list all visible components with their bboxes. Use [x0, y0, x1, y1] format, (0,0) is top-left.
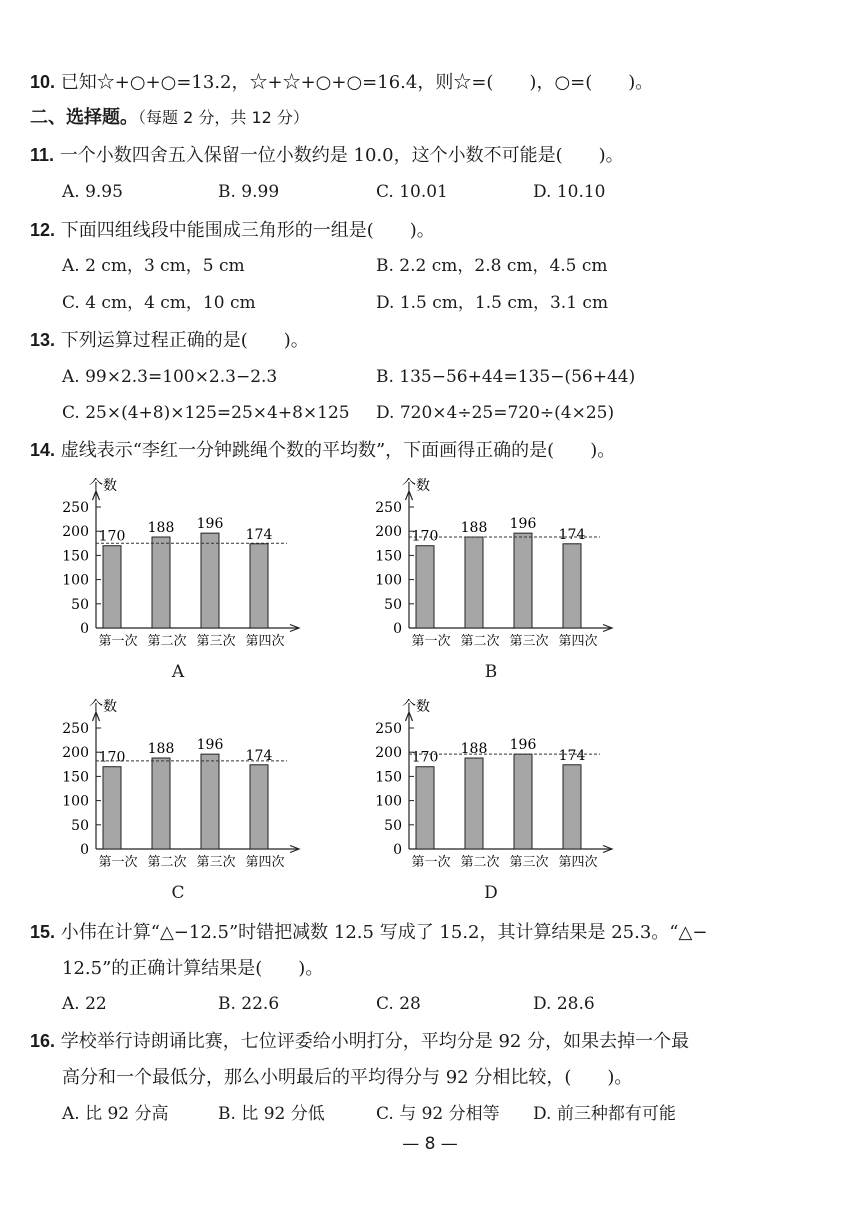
data-label: 188 — [460, 520, 488, 537]
x-tick-label: 第二次 — [147, 855, 187, 870]
bar-chart-svg — [55, 472, 315, 662]
data-label: 196 — [196, 737, 224, 754]
data-label: 174 — [558, 526, 586, 543]
data-label: 174 — [558, 747, 586, 764]
option-b: B. 9.99 — [218, 182, 280, 202]
bar — [250, 765, 268, 849]
bar — [563, 765, 581, 849]
question-15-continued: 12.5”的正确计算结果是( )。 — [62, 958, 324, 979]
option-b: B. 2.2 cm，2.8 cm，4.5 cm — [376, 256, 608, 276]
option-c: C. 4 cm，4 cm，10 cm — [62, 293, 256, 313]
bar-chart-a — [55, 472, 315, 666]
bar-chart-svg — [368, 472, 628, 662]
question-15 — [30, 920, 707, 945]
option-d: D. 28.6 — [533, 994, 595, 1014]
chart-label-a: A — [171, 662, 185, 682]
question-number: 14. — [30, 440, 56, 460]
bar — [152, 758, 170, 849]
option-c: C. 与 92 分相等 — [376, 1104, 500, 1124]
y-tick-label: 200 — [62, 524, 89, 541]
option-a: A. 9.95 — [62, 182, 123, 202]
data-label: 170 — [411, 749, 439, 766]
y-tick-label: 0 — [80, 621, 89, 637]
question-number: 11. — [30, 145, 55, 165]
x-tick-label: 第四次 — [558, 634, 598, 649]
question-number: 12. — [30, 220, 56, 240]
page-number: — 8 — — [402, 1134, 458, 1154]
bar — [465, 758, 483, 849]
x-tick-label: 第四次 — [245, 634, 285, 649]
option-a: A. 99×2.3=100×2.3−2.3 — [62, 367, 278, 387]
y-tick-label: 200 — [62, 745, 89, 762]
x-tick-label: 第三次 — [196, 634, 236, 649]
bar — [514, 754, 532, 849]
y-tick-label: 150 — [62, 769, 89, 786]
data-label: 196 — [509, 516, 537, 533]
option-d: D. 720×4÷25=720÷(4×25) — [376, 403, 615, 423]
bar-chart-c — [55, 693, 315, 887]
question-number: 15. — [30, 922, 56, 942]
x-tick-label: 第二次 — [460, 634, 500, 649]
x-tick-label: 第三次 — [509, 634, 549, 649]
y-tick-label: 200 — [375, 524, 402, 541]
bar — [103, 767, 121, 849]
data-label: 196 — [196, 516, 224, 533]
option-a: A. 22 — [62, 994, 107, 1014]
bar — [514, 533, 532, 628]
question-number: 16. — [30, 1031, 56, 1051]
y-tick-label: 50 — [71, 596, 89, 613]
section-heading — [30, 106, 309, 130]
question-text: 学校举行诗朗诵比赛，七位评委给小明打分，平均分是 92 分，如果去掉一个最 — [60, 1031, 690, 1052]
bar — [416, 767, 434, 849]
data-label: 188 — [147, 520, 175, 537]
question-number: 13. — [30, 330, 56, 350]
section-title: 二、选择题。 — [30, 107, 138, 128]
y-tick-label: 0 — [393, 842, 402, 858]
x-tick-label: 第四次 — [245, 855, 285, 870]
question-text: 下面四组线段中能围成三角形的一组是( )。 — [60, 220, 435, 241]
y-tick-label: 250 — [375, 500, 402, 516]
bar — [416, 546, 434, 628]
data-label: 188 — [460, 741, 488, 758]
y-axis-label: 个数 — [89, 699, 117, 715]
data-label: 174 — [245, 747, 273, 764]
data-label: 196 — [509, 737, 537, 754]
x-tick-label: 第三次 — [509, 855, 549, 870]
y-tick-label: 100 — [62, 572, 89, 589]
data-label: 174 — [245, 526, 273, 543]
option-d: D. 10.10 — [533, 182, 606, 202]
option-a: A. 比 92 分高 — [62, 1104, 169, 1124]
option-b: B. 比 92 分低 — [218, 1104, 325, 1124]
question-text: 小伟在计算“△−12.5”时错把减数 12.5 写成了 15.2，其计算结果是 25.3。“△− — [60, 922, 708, 943]
y-tick-label: 50 — [384, 817, 402, 834]
data-label: 170 — [98, 749, 126, 766]
y-axis-label: 个数 — [89, 478, 117, 494]
question-10 — [30, 70, 653, 95]
chart-label-b: B — [484, 662, 498, 682]
question-text: 虚线表示“李红一分钟跳绳个数的平均数”，下面画得正确的是( )。 — [60, 440, 616, 461]
data-label: 170 — [98, 528, 126, 545]
bar — [103, 546, 121, 628]
x-tick-label: 第二次 — [460, 855, 500, 870]
chart-label-c: C — [171, 883, 185, 903]
data-label: 188 — [147, 741, 175, 758]
question-16-continued: 高分和一个最低分，那么小明最后的平均得分与 92 分相比较，( )。 — [62, 1067, 633, 1088]
option-b: B. 22.6 — [218, 994, 280, 1014]
y-tick-label: 150 — [375, 769, 402, 786]
section-note: （每题 2 分，共 12 分） — [138, 108, 309, 127]
option-d: D. 前三种都有可能 — [533, 1104, 676, 1124]
y-tick-label: 50 — [71, 817, 89, 834]
bar-chart-d — [368, 693, 628, 887]
bar — [152, 537, 170, 628]
option-c: C. 28 — [376, 994, 421, 1014]
y-tick-label: 250 — [375, 721, 402, 737]
y-tick-label: 50 — [384, 596, 402, 613]
bar — [201, 533, 219, 628]
x-tick-label: 第一次 — [411, 855, 451, 870]
data-label: 170 — [411, 528, 439, 545]
question-text: 一个小数四舍五入保留一位小数约是 10.0，这个小数不可能是( )。 — [59, 145, 624, 166]
x-tick-label: 第一次 — [411, 634, 451, 649]
question-11 — [30, 143, 624, 168]
question-text: 已知☆+○+○=13.2，☆+☆+○+○=16.4，则☆=( )，○=( )。 — [60, 72, 654, 93]
y-tick-label: 100 — [62, 793, 89, 810]
option-b: B. 135−56+44=135−(56+44) — [376, 367, 636, 387]
option-a: A. 2 cm，3 cm，5 cm — [62, 256, 245, 276]
question-number: 10. — [30, 72, 56, 92]
option-c: C. 25×(4+8)×125=25×4+8×125 — [62, 403, 350, 423]
option-c: C. 10.01 — [376, 182, 448, 202]
y-tick-label: 0 — [393, 621, 402, 637]
x-tick-label: 第二次 — [147, 634, 187, 649]
bar — [201, 754, 219, 849]
x-tick-label: 第三次 — [196, 855, 236, 870]
bar — [250, 544, 268, 628]
y-tick-label: 100 — [375, 572, 402, 589]
question-text: 下列运算过程正确的是( )。 — [60, 330, 309, 351]
bar-chart-svg — [55, 693, 315, 883]
y-tick-label: 250 — [62, 500, 89, 516]
bar — [563, 544, 581, 628]
bar-chart-svg — [368, 693, 628, 883]
y-tick-label: 150 — [375, 548, 402, 565]
y-tick-label: 250 — [62, 721, 89, 737]
y-tick-label: 100 — [375, 793, 402, 810]
y-tick-label: 0 — [80, 842, 89, 858]
question-12 — [30, 218, 435, 243]
y-axis-label: 个数 — [402, 699, 430, 715]
y-axis-label: 个数 — [402, 478, 430, 494]
x-tick-label: 第一次 — [98, 634, 138, 649]
x-tick-label: 第四次 — [558, 855, 598, 870]
y-tick-label: 150 — [62, 548, 89, 565]
option-d: D. 1.5 cm，1.5 cm，3.1 cm — [376, 293, 609, 313]
x-tick-label: 第一次 — [98, 855, 138, 870]
bar-chart-b — [368, 472, 628, 666]
y-tick-label: 200 — [375, 745, 402, 762]
question-16 — [30, 1029, 689, 1054]
chart-label-d: D — [484, 883, 498, 903]
bar — [465, 537, 483, 628]
question-14 — [30, 438, 615, 463]
question-13 — [30, 328, 309, 353]
